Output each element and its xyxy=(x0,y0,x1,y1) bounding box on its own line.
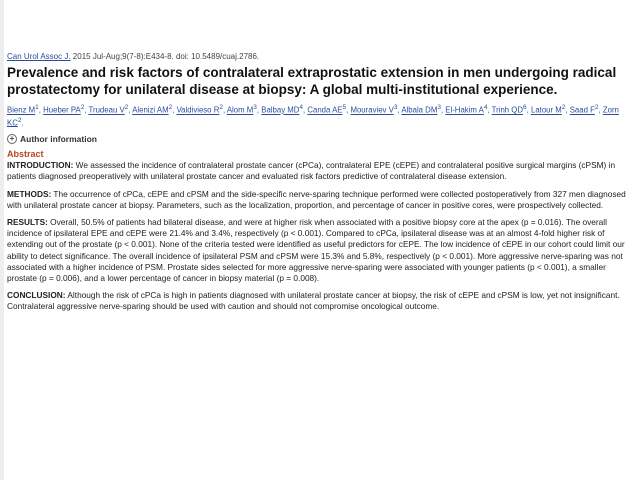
section-text: Overall, 50.5% of patients had bilateral disease, and were at higher risk when associated with a positive biopsy core at the apex (p = 0.016). The overall incidence of ipsilateral EPE and cEPE were 21.4% and 3.4%, respectively (p < 0.001). Compared to cPCa, ipsilateral disease was at an almost 4-fold higher risk of extending out of the prostate (p < 0.001). None of the criteria tested were identified as useful predictors for cEPE. The low incidence of cEPE in our cohort could limit our ability to detect significance. The overall incidence of ipsilateral PSM and cPSM were 15.3% and 5.8%, respectively (p < 0.001). More aggressive nerve-sparing was not associated with a higher incidence of PSM. Prostate sides selected for more aggressive nerve-sparing were associated with younger patients (p < 0.001), a smaller prostate (p = 0.006), and a lower percentage of cancer in biopsy material (p = 0.008). xyxy=(7,217,625,284)
author-link[interactable] xyxy=(492,106,523,115)
author-name: Trudeau V xyxy=(88,105,125,115)
author-name: Mouraviev V xyxy=(350,105,394,115)
author-name: Alom M xyxy=(226,105,254,115)
abstract-results xyxy=(7,217,635,284)
author-link[interactable] xyxy=(177,106,220,115)
author-link[interactable] xyxy=(227,106,253,115)
plus-circle-icon[interactable]: + xyxy=(7,134,17,144)
section-text: Although the risk of cPCa is high in patients diagnosed with unilateral prostate cancer at biopsy, the risk of cEPE and cPSM is low, yet not insignificant. Contralateral aggressive nerve-sparing should be used with caution and should not compromise oncological outcome. xyxy=(7,290,620,312)
author-link[interactable] xyxy=(307,106,342,115)
author-affiliation-number[interactable]: 6 xyxy=(523,104,527,111)
author-affiliation-number[interactable]: 2 xyxy=(594,104,599,111)
author-link[interactable] xyxy=(43,106,81,115)
section-label: CONCLUSION: xyxy=(7,290,66,301)
author-link[interactable] xyxy=(89,106,125,115)
section-label: RESULTS: xyxy=(7,217,48,227)
abstract-methods xyxy=(7,189,635,211)
abstract-conclusion xyxy=(7,290,635,312)
author-affiliation-number[interactable]: 2 xyxy=(17,116,22,124)
author-link[interactable] xyxy=(570,106,595,115)
abstract-introduction xyxy=(7,160,635,182)
author-link[interactable] xyxy=(445,106,484,115)
author-affiliation-number[interactable]: 2 xyxy=(168,104,173,111)
author-link[interactable] xyxy=(350,106,393,115)
author-name: Hueber PA xyxy=(43,105,81,115)
author-affiliation-number[interactable]: 2 xyxy=(80,104,85,111)
author-name: Albala DM xyxy=(401,105,438,115)
article-content xyxy=(7,52,635,319)
author-link[interactable] xyxy=(401,106,437,115)
citation-details: 2015 Jul-Aug;9(7-8):E434-8. doi: 10.5489/cuaj.2786. xyxy=(70,52,260,61)
author-affiliation-number[interactable]: 2 xyxy=(219,104,223,111)
section-text: The occurrence of cPCa, cEPE and cPSM and the side-specific nerve-sparing technique performed were collected postoperatively from 327 men diagnosed with unilateral prostate cancer at biopsy. Parameters, such as the localization, proportion, and percentage of cancer in positive cores, were prospectively collected. xyxy=(7,188,626,210)
author-name: Balbay MD xyxy=(261,105,300,115)
author-name: Latour M xyxy=(530,105,562,115)
author-affiliation-number[interactable]: 4 xyxy=(299,104,304,111)
author-name: Valdivieso R xyxy=(176,105,220,115)
author-affiliation-number[interactable]: 3 xyxy=(253,104,257,111)
author-link[interactable] xyxy=(7,106,35,115)
author-name: Zorn KC xyxy=(7,105,619,128)
author-name: Canda AE xyxy=(307,105,343,115)
author-name: Trinh QD xyxy=(491,105,524,115)
abstract-body xyxy=(7,160,635,312)
author-list: Bienz $M^1$, Hueber $PA^2$, Trudeau $V^2$, Alenizi $AM^2$, Valdivieso $R^2$, Alom $M^3$, Balbay $MD^4$, Canda $AE^5$, Mouraviev $V^3$, Albala $DM^3$, El-Hakim $A^4$, Trinh $QD^6$, Latour $M^2$, Saad $F^2$, Zorn $KC^2$. xyxy=(7,104,619,128)
author-name: El-Hakim A xyxy=(445,105,484,115)
author-affiliation-number[interactable]: 4 xyxy=(483,104,488,111)
section-text: We assessed the incidence of contralateral prostate cancer (cPCa), contralateral EPE (cEPE) and contralateral positive surgical margins (cPSM) in patients diagnosed preoperatively with unilateral prostate cancer and evaluated risk factors predictive of contralateral disease extension. xyxy=(7,160,616,182)
author-affiliation-number[interactable]: 2 xyxy=(124,104,129,111)
author-link[interactable] xyxy=(261,106,299,115)
author-name: Bienz M xyxy=(7,105,36,115)
author-link[interactable] xyxy=(132,106,168,115)
author-affiliation-number[interactable]: 5 xyxy=(342,104,347,111)
author-affiliation-number[interactable]: 2 xyxy=(561,104,566,111)
author-information-label: Author information xyxy=(20,134,97,145)
article-title: Prevalence and risk factors of contralateral extraprostatic extension in men undergoing radical prostatectomy for unilateral disease at biopsy: A global multi-institutional experience. xyxy=(7,65,617,97)
citation-line xyxy=(7,52,635,61)
author-name: Saad F xyxy=(569,105,595,115)
abstract-heading: Abstract xyxy=(7,149,44,160)
section-label: METHODS: xyxy=(7,188,52,199)
author-affiliation-number[interactable]: 1 xyxy=(35,104,39,111)
section-label: INTRODUCTION: xyxy=(7,160,74,171)
author-information-toggle[interactable] xyxy=(7,134,635,144)
author-name: Alenizi AM xyxy=(132,105,169,115)
author-link[interactable] xyxy=(531,106,562,115)
author-affiliation-number[interactable]: 3 xyxy=(437,104,441,111)
author-affiliation-number[interactable]: 3 xyxy=(393,104,398,111)
journal-link[interactable]: Can Urol Assoc J. xyxy=(7,52,71,61)
